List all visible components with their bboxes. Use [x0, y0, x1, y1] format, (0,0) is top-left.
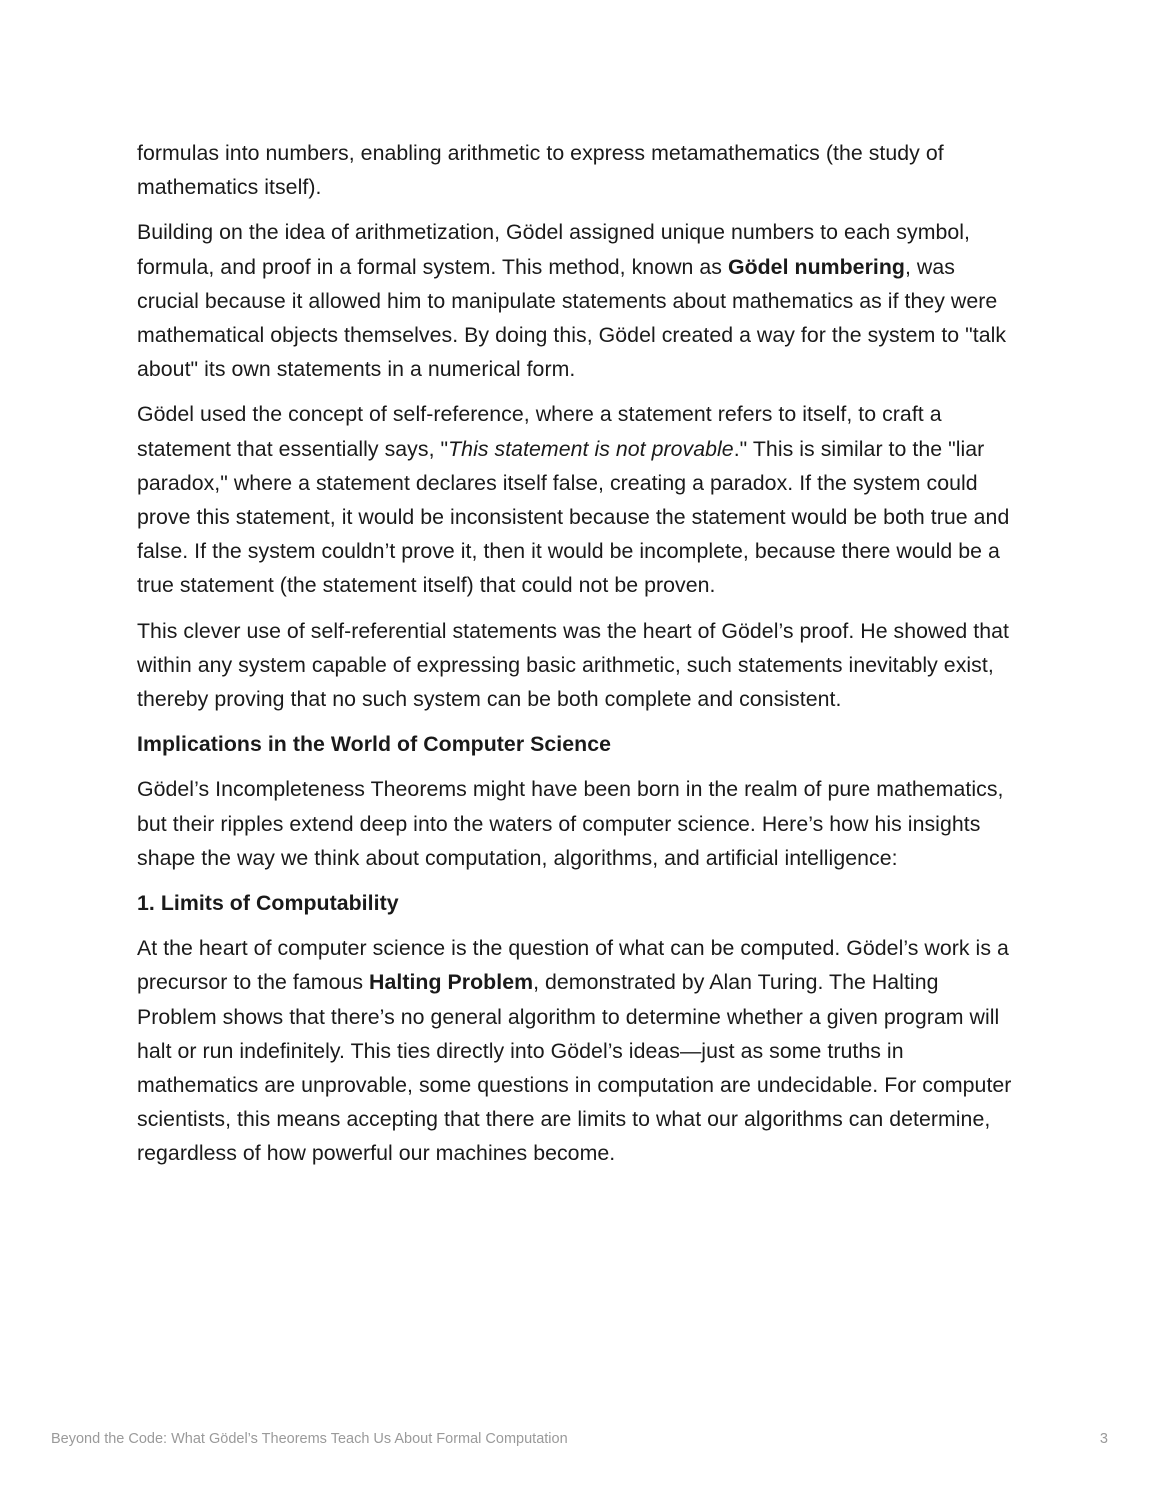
paragraph-halting-problem: At the heart of computer science is the question of what can be computed. Gödel’s work is a precursor to the famous Halting Problem, demonstrated by Alan Turing. The Halting Problem shows that there’s no general algorithm to determine whether a given program will halt or run indefinitely. This ties directly into Gödel’s ideas—just as some truths in mathematics are unprovable, some questions in computation are undecidable. For computer scientists, this means accepting that there are limits to what our algorithms can determine, regardless of how powerful our machines become. [137, 936, 1012, 1166]
paragraph-self-reference: Gödel used the concept of self-reference, where a statement refers to itself, to craft a statement that essentially says, "This statement is not provable." This is similar to the "liar paradox," where a statement declares itself false, creating a paradox. If the system could prove this statement, it would be inconsistent because the statement would be both true and false. If the system couldn’t prove it, then it would be incomplete, because there would be a true statement (the statement itself) that could not be proven. [137, 402, 1010, 598]
paragraph-arithmetization-intro: formulas into numbers, enabling arithmetic to express metamathematics (the study of mathematics itself). [137, 141, 944, 200]
quote-unprovable-statement: This statement is not provable [448, 436, 734, 461]
paragraph-heart-of-proof: This clever use of self-referential statements was the heart of Gödel’s proof. He showed that within any system capable of expressing basic arithmetic, such statements inevitably exist, thereby proving that no such system can be both complete and consistent. [137, 618, 1009, 712]
body-text [137, 136, 1022, 1182]
section-heading-implications: Implications in the World of Computer Science [137, 732, 611, 757]
footer-page-number: 3 [1099, 1431, 1108, 1447]
term-halting-problem: Halting Problem [369, 970, 534, 995]
paragraph-cs-implications: Gödel’s Incompleteness Theorems might have been born in the realm of pure mathematics, but their ripples extend deep into the waters of computer science. Here’s how his insights shape the way we think about computation, algorithms, and artificial intelligence: [137, 777, 1004, 870]
paragraph-godel-numbering: Building on the idea of arithmetization, Gödel assigned unique numbers to each symbol, formula, and proof in a formal system. This method, known as Gödel numbering, was crucial because it allowed him to manipulate statements about mathematics as if they were mathematical objects themselves. By doing this, Gödel created a way for the system to "talk about" its own statements in a numerical form. [137, 220, 1007, 382]
term-godel-numbering: Gödel numbering [727, 254, 905, 279]
footer-document-title: Beyond the Code: What Gödel’s Theorems Teach Us About Formal Computation [51, 1431, 568, 1447]
subsection-heading-computability: 1. Limits of Computability [137, 891, 399, 916]
